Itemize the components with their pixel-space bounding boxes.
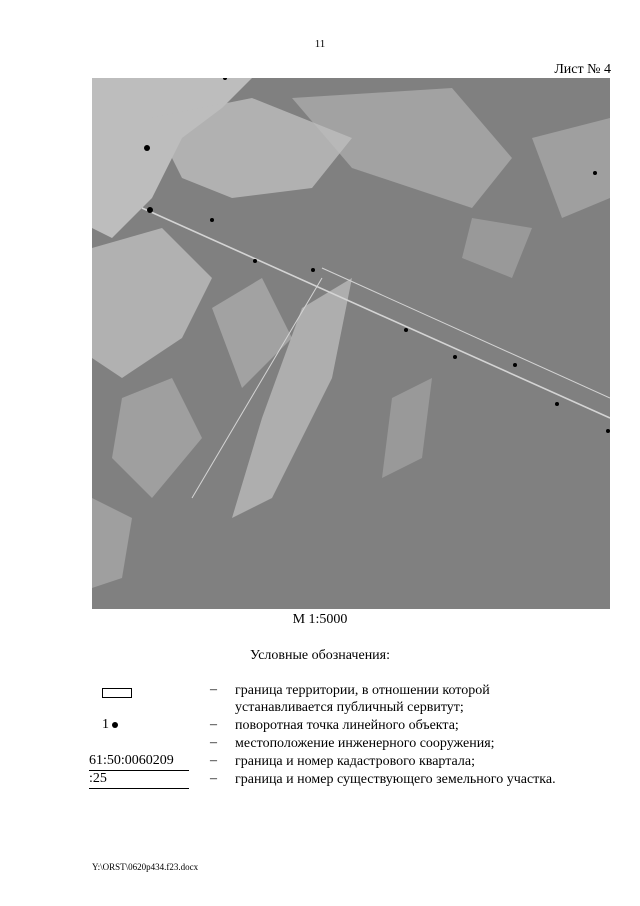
land-parcel-number: :25: [89, 771, 189, 789]
legend-symbol: [92, 717, 192, 735]
footer-file-path: Y:\ORST\0620p434.f23.docx: [92, 862, 199, 872]
boundary-rectangle-icon: [102, 688, 132, 698]
legend-title: Условные обозначения:: [249, 648, 391, 663]
legend-dash: –: [210, 771, 217, 786]
legend-desc: граница и номер кадастрового квартала;: [235, 754, 475, 769]
legend-dash: –: [210, 717, 217, 732]
map-image: [92, 78, 610, 609]
cadastral-quarter-number: 61:50:0060209: [89, 753, 189, 771]
turning-point-icon: [112, 722, 118, 728]
legend-symbol: [92, 735, 192, 753]
legend-row-land-parcel: [89, 771, 612, 789]
legend-desc-line: граница территории, в отношении которой: [235, 683, 490, 698]
legend-dash: –: [210, 735, 217, 750]
sheet-label: Лист № 4: [554, 62, 611, 77]
legend-row-cadastral-quarter: [89, 753, 612, 771]
legend-desc-line: устанавливается публичный сервитут;: [235, 700, 464, 715]
legend-row-turning-point: [92, 717, 612, 735]
map-scale: М 1:5000: [292, 612, 348, 627]
legend-desc: граница и номер существующего земельного участка.: [235, 772, 556, 787]
legend-symbol: [89, 771, 192, 789]
legend-row-engineering-structure: [92, 735, 612, 753]
legend-row-servitude-boundary: [92, 682, 612, 718]
linear-object-line: [142, 208, 610, 498]
page-number: 11: [314, 38, 326, 50]
legend-desc: [235, 682, 490, 716]
legend-dash: –: [210, 682, 217, 697]
legend-symbol: [89, 753, 192, 771]
legend-symbol: [92, 682, 192, 700]
aerial-map: [92, 78, 610, 609]
legend-desc: поворотная точка линейного объекта;: [235, 718, 459, 733]
point-number-label: 1: [102, 717, 109, 732]
terrain-light-patches: [92, 78, 610, 588]
legend-dash: –: [210, 753, 217, 768]
legend-desc: местоположение инженерного сооружения;: [235, 736, 495, 751]
